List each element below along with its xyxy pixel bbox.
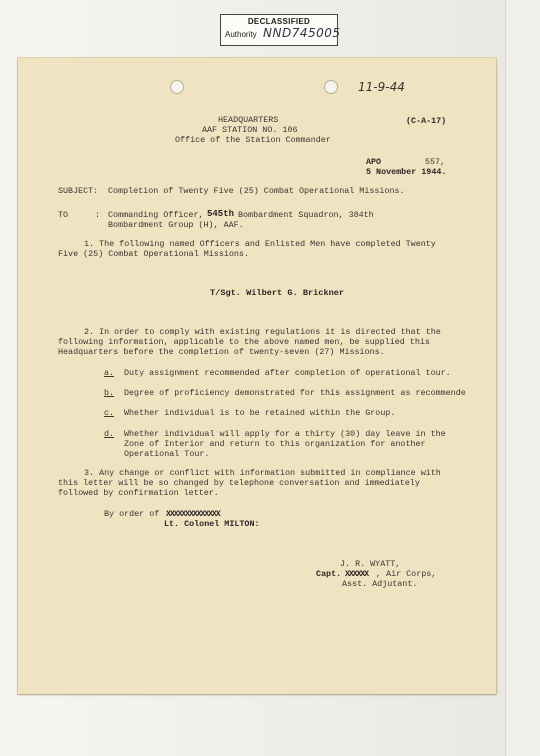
header-hq: HEADQUARTERS <box>218 115 279 125</box>
to-line1-c: Bombardment Squadron, 384th <box>238 210 374 220</box>
item-c-text: Whether individual is to be retained within the Group. <box>124 408 396 418</box>
subject-text: Completion of Twenty Five (25) Combat Operational Missions. <box>108 186 405 196</box>
punch-hole-right <box>324 80 338 94</box>
stamp-authority-value: NND745005 <box>263 26 341 40</box>
para1-line2: Five (25) Combat Operational Missions. <box>58 249 249 259</box>
to-squadron-number: 545th <box>207 209 235 219</box>
by-order-of: By order of <box>104 509 160 519</box>
item-c-letter: c. <box>104 408 115 418</box>
stamp-authority-label: Authority <box>225 30 257 39</box>
named-individual: T/Sgt. Wilbert G. Brickner <box>210 288 345 298</box>
folder-edge <box>505 0 540 756</box>
punch-hole-left <box>170 80 184 94</box>
signature-title: Asst. Adjutant. <box>342 579 418 589</box>
header-office: Office of the Station Commander <box>175 135 331 145</box>
item-d-line3: Operational Tour. <box>124 449 210 459</box>
apo-date: 5 November 1944. <box>366 167 447 177</box>
signature-name: J. R. WYATT, <box>340 559 401 569</box>
stamp-title: DECLASSIFIED <box>247 17 311 26</box>
para3-line3: followed by confirmation letter. <box>58 488 219 498</box>
item-a-text: Duty assignment recommended after completion of operational tour. <box>124 368 451 378</box>
item-d-letter: d. <box>104 429 115 439</box>
item-d-line2: Zone of Interior and return to this organization for another <box>124 439 426 449</box>
item-b-text: Degree of proficiency demonstrated for this assignment as recommende <box>124 388 466 398</box>
header-station: AAF STATION NO. 106 <box>202 125 298 135</box>
para2-line2: following information, applicable to the above named men, be supplied this <box>58 337 430 347</box>
to-colon: : <box>95 210 101 220</box>
declassified-stamp <box>220 14 341 46</box>
para3-line2: this letter will be so changed by telephone conversation and immediately <box>58 478 420 488</box>
signature-rank: Capt. <box>316 569 342 579</box>
to-label: TO <box>58 210 69 220</box>
para3-line1: 3. Any change or conflict with information submitted in compliance with <box>84 468 441 478</box>
item-d-line1: Whether individual will apply for a thirty (30) day leave in the <box>124 429 446 439</box>
apo-number: 557, <box>425 157 446 167</box>
item-a-letter: a. <box>104 368 115 378</box>
subject-label: SUBJECT: <box>58 186 99 196</box>
signature-corps: , Air Corps, <box>376 569 437 579</box>
para2-line1: 2. In order to comply with existing regulations it is directed that the <box>84 327 441 337</box>
to-line2: Bombardment Group (H), AAF. <box>108 220 244 230</box>
to-line1-a: Commanding Officer, <box>108 210 204 220</box>
commander-line: Lt. Colonel MILTON: <box>164 519 260 529</box>
header-code: (C-A-17) <box>406 116 447 126</box>
para1-line1: 1. The following named Officers and Enlisted Men have completed Twenty <box>84 239 436 249</box>
handwritten-date: 11-9-44 <box>358 80 405 94</box>
apo-label: APO <box>366 157 382 167</box>
para2-line3: Headquarters before the completion of twenty-seven (27) Missions. <box>58 347 385 357</box>
signature-redacted: XXXXXX <box>345 569 368 579</box>
item-b-letter: b. <box>104 388 115 398</box>
redacted-name: XXXXXXXXXXXXXX <box>166 509 220 519</box>
